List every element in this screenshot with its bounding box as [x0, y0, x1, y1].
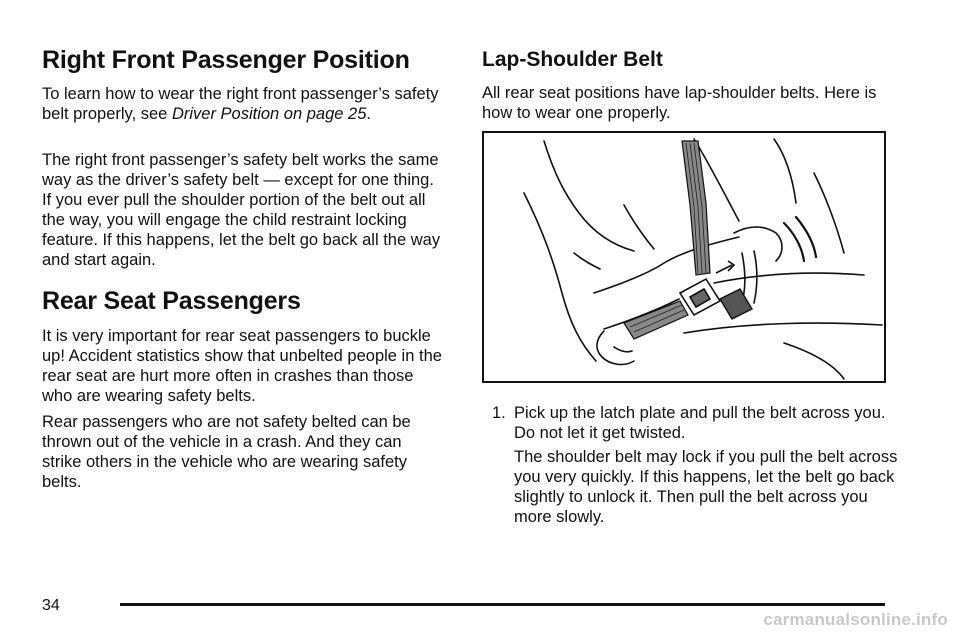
step-number: 1. — [492, 404, 506, 422]
paragraph-end: . — [366, 105, 371, 123]
paragraph-rear-importance: It is very important for rear seat passengers to buckle up! Accident statistics show that unbelted people in the rear seat are hurt more often in crashes than those who are wearing safety belts. — [42, 327, 442, 405]
section-title-rear-seat: Rear Seat Passengers — [42, 287, 301, 315]
paragraph-text: To learn how to wear the right front passenger’s safety belt properly, see — [42, 85, 439, 123]
lap-shoulder-belt-illustration — [482, 131, 886, 383]
footer-divider — [120, 603, 885, 606]
section-title-lap-shoulder: Lap-Shoulder Belt — [482, 48, 663, 71]
belt-illustration-drawing — [484, 133, 884, 381]
page-reference-link[interactable]: Driver Position on page 25 — [171, 105, 367, 123]
paragraph-lap-intro: All rear seat positions have lap-shoulder belts. Here is how to wear one properly. — [482, 84, 877, 122]
section-title-right-front: Right Front Passenger Position — [42, 46, 410, 74]
paragraph-lock-note: The shoulder belt may lock if you pull the belt across you very quickly. If this happens, let the belt go back slightly to unlock it. Then pull the belt across you more slowly. — [514, 448, 898, 526]
step-text: Pick up the latch plate and pull the belt across you. Do not let it get twisted. — [514, 404, 886, 442]
paragraph-right-front-details: The right front passenger’s safety belt works the same way as the driver’s safety belt — except for one thing. If you ever pull the shoulder portion of the belt out all the way, you will engage the child restraint locking feature. If this happens, let the belt go back all the way and start again. — [42, 151, 441, 269]
page-number: 34 — [42, 597, 60, 614]
paragraph-rear-risk: Rear passengers who are not safety belted can be thrown out of the vehicle in a crash. And they can strike others in the vehicle who are wearing safety belts. — [42, 413, 411, 491]
paragraph-right-front-reference — [42, 84, 442, 124]
watermark-text: carmanualsonline.info — [763, 610, 948, 629]
